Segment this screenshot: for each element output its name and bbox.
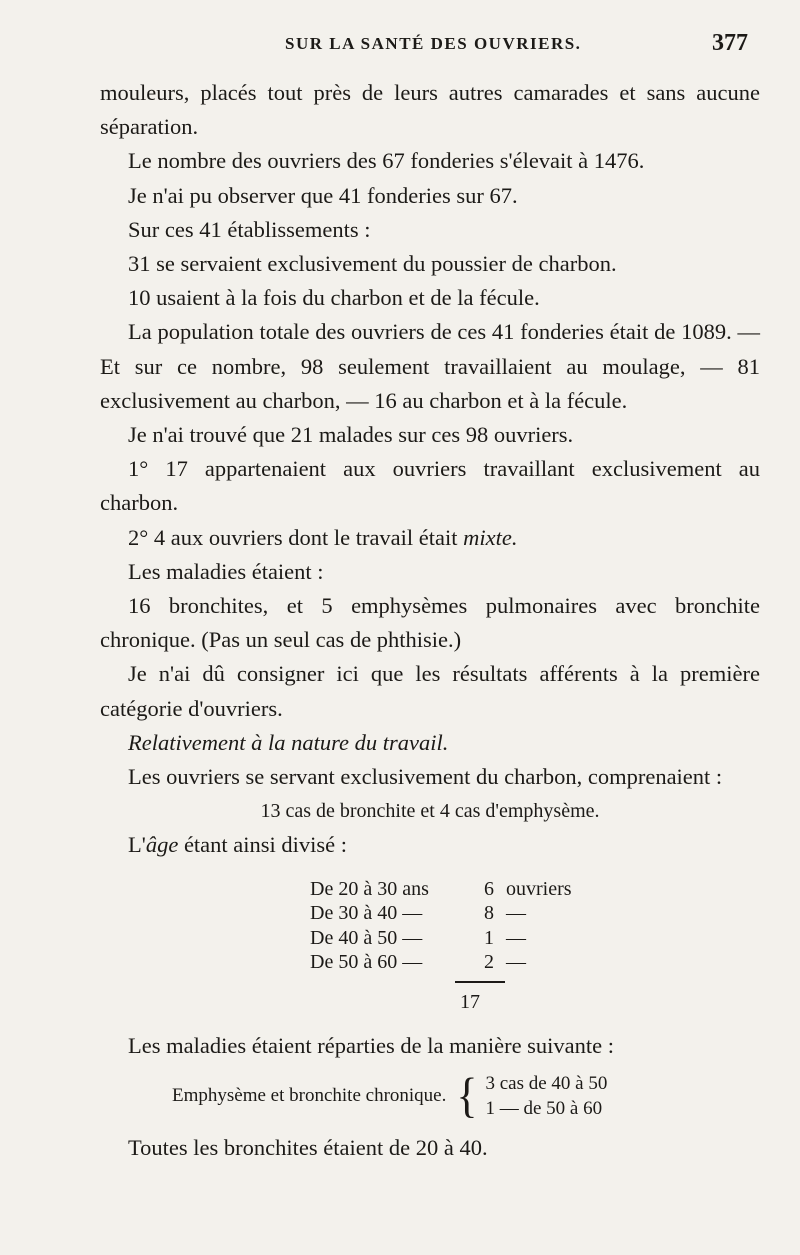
table-cell: — <box>506 926 526 949</box>
curly-brace: { <box>456 1068 478 1123</box>
paragraph: Je n'ai pu observer que 41 fonderies sur 67. <box>128 182 518 208</box>
paragraph: Sur ces 41 établissements : <box>128 216 371 242</box>
table-cell: — <box>506 902 526 925</box>
page-header <box>0 30 800 64</box>
paragraph: Les maladies étaient réparties de la manière suivante : <box>128 1032 615 1058</box>
paragraph: Le nombre des ouvriers des 67 fonderies s'élevait à 1476. <box>128 148 645 174</box>
table-row <box>310 950 760 975</box>
running-title: SUR LA SANTÉ DES OUVRIERS. <box>285 34 582 53</box>
paragraph: Je n'ai trouvé que 21 malades sur ces 98 ouvriers. <box>128 422 574 448</box>
paragraph: Les ouvriers se servant exclusivement du charbon, comprenaient : <box>128 764 723 790</box>
table-cell: ouvriers <box>506 877 572 900</box>
paragraph: 31 se servaient exclusivement du poussier de charbon. <box>128 251 617 277</box>
age-total: 17 <box>460 990 480 1013</box>
brace-item: 1 — de 50 à 60 <box>485 1098 603 1120</box>
paragraph: 10 usaient à la fois du charbon et de la fécule. <box>128 285 540 311</box>
table-cell: 1 <box>484 926 494 949</box>
paragraph-text: 2° 4 aux ouvriers dont le travail était <box>128 524 464 550</box>
table-cell: 6 <box>484 877 494 900</box>
table-cell: De 40 à 50 — <box>310 926 423 949</box>
paragraph: 1° 17 appartenaient aux ouvriers travaillant exclusivement au charbon. <box>100 456 760 516</box>
brace-group <box>172 1068 760 1123</box>
paragraph-text: L' <box>128 832 146 858</box>
section-heading: Relativement à la nature du travail. <box>128 729 449 755</box>
table-cell: — <box>506 951 526 974</box>
paragraph: mouleurs, placés tout près de leurs autres camarades et sans aucune séparation. <box>100 80 760 140</box>
brace-items <box>485 1071 607 1121</box>
paragraph: Je n'ai dû consigner ici que les résultats afférents à la première catégorie d'ouvriers. <box>100 661 760 721</box>
total-rule <box>455 981 505 983</box>
emphasis-text: âge <box>145 832 179 858</box>
page-body <box>100 76 760 1165</box>
table-cell: 2 <box>484 951 494 974</box>
table-cell: De 20 à 30 ans <box>310 877 429 900</box>
table-row <box>310 901 760 926</box>
paragraph <box>100 828 760 862</box>
brace-item: 3 cas de 40 à 50 <box>485 1073 608 1095</box>
paragraph: Toutes les bronchites étaient de 20 à 40. <box>128 1135 488 1161</box>
brace-label: Emphysème et bronchite chronique. <box>172 1084 447 1106</box>
paragraph <box>100 521 760 555</box>
table-cell: De 30 à 40 — <box>310 902 423 925</box>
paragraph-text: étant ainsi divisé : <box>178 832 348 858</box>
page-number: 377 <box>712 30 748 56</box>
table-row <box>310 877 760 902</box>
paragraph: 16 bronchites, et 5 emphysèmes pulmonaires avec bronchite chronique. (Pas un seul cas de phthisie.) <box>100 593 760 653</box>
paragraph: Les maladies étaient : <box>128 558 324 584</box>
table-row <box>310 926 760 951</box>
emphasis-text: mixte. <box>463 524 518 550</box>
table-cell: De 50 à 60 — <box>310 951 423 974</box>
paragraph: La population totale des ouvriers de ces 41 fonderies était de 1089. — Et sur ce nombre, 98 seulement travaillaient au moulage, — 81 exclusivement au charbon, — 16 au charbon et à la fécule. <box>100 319 760 413</box>
paragraph: 13 cas de bronchite et 4 cas d'emphysème. <box>260 800 600 823</box>
table-cell: 8 <box>484 902 494 925</box>
age-table <box>310 877 760 975</box>
